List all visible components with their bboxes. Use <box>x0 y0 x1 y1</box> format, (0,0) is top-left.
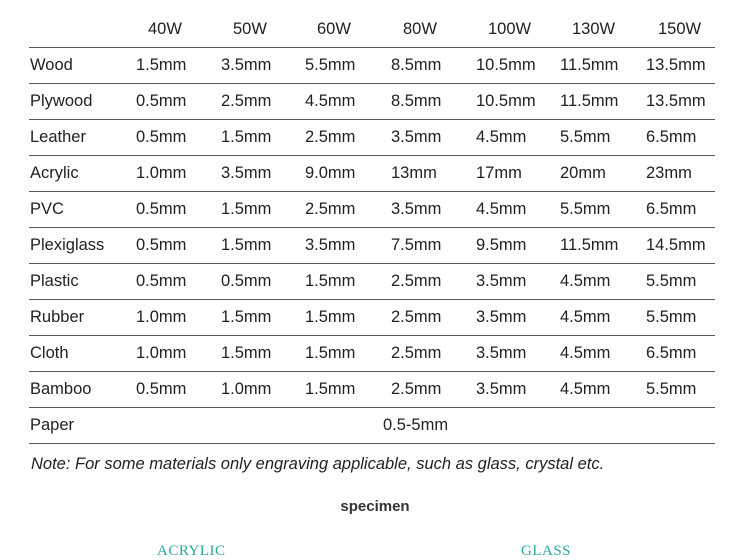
table-header-row <box>29 11 715 48</box>
thickness-cell: 3.5mm <box>476 344 527 362</box>
thickness-cell: 5.5mm <box>646 308 697 326</box>
table-row <box>29 119 715 156</box>
thickness-cell: 0.5mm <box>136 236 187 254</box>
thickness-cell: 6.5mm <box>646 200 697 218</box>
material-name: Cloth <box>30 344 69 362</box>
thickness-cell: 20mm <box>560 164 606 182</box>
thickness-cell: 3.5mm <box>305 236 356 254</box>
thickness-cell: 3.5mm <box>476 308 527 326</box>
thickness-cell: 23mm <box>646 164 692 182</box>
thickness-cell: 8.5mm <box>391 92 442 110</box>
table-row <box>29 227 715 264</box>
note-text: Note: For some materials only engraving applicable, such as glass, crystal etc. <box>31 455 605 473</box>
glass-sample-label: GLASS <box>521 543 572 559</box>
material-name: Leather <box>30 128 86 146</box>
paper-thickness-cell: 0.5-5mm <box>383 416 449 434</box>
thickness-cell: 4.5mm <box>476 128 527 146</box>
thickness-cell: 13mm <box>391 164 437 182</box>
header-cell: 150W <box>658 20 702 38</box>
header-cell: 60W <box>317 20 351 38</box>
thickness-cell: 9.0mm <box>305 164 356 182</box>
specimen-title: specimen <box>340 498 410 515</box>
thickness-cell: 13.5mm <box>646 92 706 110</box>
thickness-cell: 1.5mm <box>221 200 272 218</box>
thickness-cell: 11.5mm <box>560 92 619 110</box>
thickness-cell: 3.5mm <box>391 200 442 218</box>
thickness-cell: 1.5mm <box>221 344 272 362</box>
thickness-cell: 0.5mm <box>136 272 187 290</box>
thickness-cell: 10.5mm <box>476 56 536 74</box>
thickness-cell: 1.0mm <box>136 164 187 182</box>
table-row <box>29 155 715 192</box>
thickness-cell: 4.5mm <box>305 92 356 110</box>
thickness-cell: 6.5mm <box>646 344 697 362</box>
thickness-cell: 1.0mm <box>221 380 272 398</box>
material-name: Acrylic <box>30 164 79 182</box>
header-cell: 80W <box>403 20 437 38</box>
table-row <box>29 191 715 228</box>
thickness-cell: 1.5mm <box>305 380 356 398</box>
thickness-cell: 1.0mm <box>136 344 187 362</box>
thickness-cell: 13.5mm <box>646 56 706 74</box>
header-cell: 40W <box>148 20 182 38</box>
table-row <box>29 371 715 408</box>
thickness-cell: 2.5mm <box>391 380 442 398</box>
material-name: Wood <box>30 56 73 74</box>
thickness-cell: 4.5mm <box>476 200 527 218</box>
thickness-cell: 11.5mm <box>560 236 619 254</box>
thickness-cell: 4.5mm <box>560 380 611 398</box>
thickness-cell: 4.5mm <box>560 308 611 326</box>
thickness-cell: 8.5mm <box>391 56 442 74</box>
thickness-cell: 1.5mm <box>136 56 187 74</box>
thickness-cell: 3.5mm <box>221 164 272 182</box>
thickness-cell: 0.5mm <box>136 128 187 146</box>
thickness-cell: 3.5mm <box>391 128 442 146</box>
thickness-cell: 1.5mm <box>305 272 356 290</box>
thickness-cell: 2.5mm <box>391 272 442 290</box>
thickness-cell: 5.5mm <box>305 56 356 74</box>
table-row <box>29 83 715 120</box>
acrylic-sample-label: ACRYLIC <box>157 543 226 559</box>
table-row <box>29 299 715 336</box>
thickness-cell: 2.5mm <box>305 128 356 146</box>
thickness-cell: 1.5mm <box>305 308 356 326</box>
thickness-cell: 0.5mm <box>136 92 187 110</box>
table-row <box>29 47 715 84</box>
thickness-cell: 5.5mm <box>646 272 697 290</box>
thickness-cell: 1.5mm <box>305 344 356 362</box>
thickness-cell: 2.5mm <box>305 200 356 218</box>
thickness-cell: 5.5mm <box>560 128 611 146</box>
table-row-paper <box>29 407 715 444</box>
material-name: Plexiglass <box>30 236 105 254</box>
thickness-cell: 1.5mm <box>221 128 272 146</box>
thickness-cell: 0.5mm <box>136 380 187 398</box>
thickness-cell: 3.5mm <box>476 272 527 290</box>
material-name: Bamboo <box>30 380 92 398</box>
thickness-cell: 4.5mm <box>560 272 611 290</box>
material-name: PVC <box>30 200 64 218</box>
thickness-cell: 2.5mm <box>391 308 442 326</box>
table-row <box>29 263 715 300</box>
thickness-cell: 11.5mm <box>560 56 619 74</box>
material-name: Plywood <box>30 92 93 110</box>
thickness-cell: 0.5mm <box>221 272 272 290</box>
table-row <box>29 335 715 372</box>
thickness-cell: 17mm <box>476 164 522 182</box>
thickness-cell: 1.0mm <box>136 308 187 326</box>
thickness-cell: 10.5mm <box>476 92 536 110</box>
thickness-cell: 5.5mm <box>646 380 697 398</box>
header-cell: 100W <box>488 20 532 38</box>
thickness-cell: 9.5mm <box>476 236 527 254</box>
header-cell: 50W <box>233 20 267 38</box>
thickness-cell: 3.5mm <box>221 56 272 74</box>
thickness-cell: 2.5mm <box>221 92 272 110</box>
thickness-cell: 0.5mm <box>136 200 187 218</box>
thickness-cell: 14.5mm <box>646 236 706 254</box>
thickness-cell: 2.5mm <box>391 344 442 362</box>
thickness-cell: 1.5mm <box>221 308 272 326</box>
thickness-cell: 1.5mm <box>221 236 272 254</box>
material-name: Rubber <box>30 308 85 326</box>
thickness-cell: 3.5mm <box>476 380 527 398</box>
header-cell: 130W <box>572 20 616 38</box>
material-name: Plastic <box>30 272 79 290</box>
thickness-cell: 7.5mm <box>391 236 442 254</box>
thickness-cell: 5.5mm <box>560 200 611 218</box>
material-name: Paper <box>30 416 75 434</box>
thickness-cell: 6.5mm <box>646 128 697 146</box>
thickness-cell: 4.5mm <box>560 344 611 362</box>
